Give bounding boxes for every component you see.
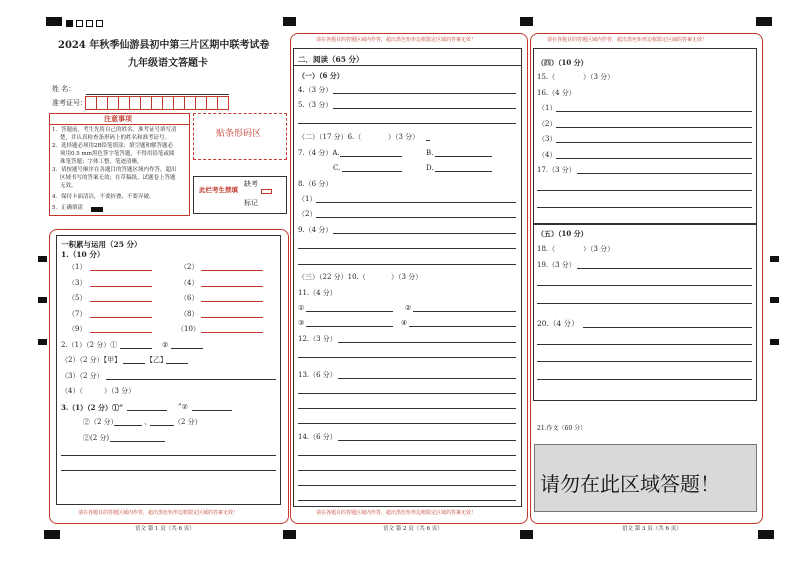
answer-line[interactable]	[316, 202, 516, 203]
answer-line[interactable]	[61, 455, 276, 456]
registration-mark	[520, 17, 533, 26]
q1-blank-label: （8）	[180, 310, 199, 318]
q2-4-label-b: ）（3 分）	[104, 387, 136, 395]
answer-line[interactable]	[537, 190, 752, 191]
q1-blank-label: （9）	[68, 325, 87, 333]
q18-label-b: ）（3 分）	[583, 245, 615, 253]
page-footer: 语文 第 3 页（共 6 页）	[622, 526, 682, 532]
registration-mark	[46, 17, 62, 26]
q1-blank-label: （2）	[180, 263, 199, 271]
q1-blank[interactable]	[90, 286, 152, 287]
q8-1-label: （1）	[298, 195, 317, 203]
registration-mark	[770, 339, 779, 345]
q8-2-label: （2）	[298, 210, 317, 218]
answer-line[interactable]	[556, 127, 752, 128]
q1-blank-label: （7）	[68, 310, 87, 318]
answer-line[interactable]	[409, 326, 516, 327]
q7-b-label: B.	[426, 149, 434, 157]
q1-blank[interactable]	[201, 270, 263, 271]
absent-checkbox[interactable]	[261, 189, 272, 194]
q1-blank[interactable]	[201, 332, 263, 333]
no-answer-text: 请勿在此区域答题！	[540, 472, 720, 496]
q3-2-blank[interactable]	[114, 425, 142, 426]
section3-sub5: （五）（10 分）	[537, 229, 588, 238]
q11-circ-label: ②	[405, 304, 412, 312]
answer-line[interactable]	[426, 140, 430, 141]
q2-1-blank[interactable]	[120, 348, 152, 349]
answer-line[interactable]	[298, 123, 516, 124]
answer-line[interactable]	[298, 393, 516, 394]
q2-2-blank[interactable]	[123, 363, 145, 364]
q2-2-label-b: 【乙】	[146, 356, 167, 364]
q11-circ-label: ④	[401, 319, 408, 327]
registration-mark	[38, 256, 47, 262]
section2-title: 二．阅读（65 分）	[298, 55, 364, 64]
answer-line[interactable]	[537, 207, 752, 208]
notice-line: 区域书写的答案无效；在草稿纸、试题卷上答题	[60, 175, 176, 181]
absent-mark: 标记	[244, 199, 258, 207]
answer-line[interactable]	[298, 485, 516, 486]
q16-item-label: （3）	[538, 135, 557, 143]
q1-blank-label: （10）	[177, 325, 200, 333]
q2-2-blank[interactable]	[166, 363, 188, 364]
registration-mark	[44, 530, 60, 539]
answer-line[interactable]	[333, 93, 516, 94]
answer-line[interactable]	[556, 111, 752, 112]
registration-mark	[283, 17, 296, 26]
notice-line: 无效。	[60, 183, 77, 189]
notice-line: 2．选择题必须用2B铅笔填涂；填空题和解答题必	[52, 143, 174, 149]
ticket-label: 准考证号：	[52, 99, 87, 107]
q18-label: 18.（	[537, 245, 556, 253]
q4-label: 4.（3 分）	[298, 86, 333, 94]
q13-label: 13.（6 分）	[298, 371, 337, 379]
q16-item-label: （2）	[538, 120, 557, 128]
q2-1-blank[interactable]	[171, 348, 203, 349]
panel-note: 请在各题目的答题区域内作答，超出黑色矩形边框限定区域的答案无效！	[316, 510, 477, 516]
answer-line[interactable]	[333, 108, 516, 109]
q2-4-label: （4）（	[61, 387, 83, 395]
answer-line[interactable]	[298, 408, 516, 409]
q10-label: （三）（22 分）10.（	[298, 273, 366, 281]
section3-sub4: （四）（10 分）	[537, 58, 588, 67]
q2-1-label-b: ②	[162, 341, 169, 349]
q1-blank[interactable]	[201, 317, 263, 318]
answer-line[interactable]	[61, 470, 276, 471]
answer-line[interactable]	[298, 264, 516, 265]
page-footer: 语文 第 2 页（共 6 页）	[383, 526, 443, 532]
answer-line[interactable]	[338, 342, 516, 343]
registration-mark	[758, 530, 774, 539]
q11-circ-label: ①	[298, 304, 305, 312]
q1-blank[interactable]	[90, 317, 152, 318]
notice-line: 4．保持卡面清洁，不要折叠、不要弄破。	[52, 194, 155, 200]
registration-mark	[38, 339, 47, 345]
page-footer: 语文 第 1 页（共 6 页）	[135, 526, 195, 532]
q1-blank[interactable]	[90, 301, 152, 302]
q1-blank-label: （1）	[68, 263, 87, 271]
answer-line[interactable]	[338, 378, 516, 379]
q21-label: 21.作文（60 分）	[537, 425, 587, 432]
q1-label: 1.（10 分）	[61, 250, 105, 259]
page-indicator-box	[76, 20, 83, 27]
notice-line: 3．请按题号顺序在各题目的答题区域内作答，超出	[52, 167, 177, 173]
q3-2-sep: 、	[144, 418, 151, 426]
registration-mark	[283, 530, 296, 539]
registration-mark	[38, 297, 47, 303]
name-label: 姓 名：	[52, 85, 76, 93]
q1-blank-label: （6）	[180, 294, 199, 302]
q9-label: 9.（4 分）	[298, 226, 333, 234]
answer-line[interactable]	[537, 303, 752, 304]
section3-box	[533, 48, 757, 224]
q7-d-blank[interactable]	[435, 171, 492, 172]
q7-c-label: C.	[333, 164, 341, 172]
registration-mark	[770, 256, 779, 262]
fill-sample-mark	[91, 207, 103, 212]
q15-label: 15.（	[537, 73, 556, 81]
q5-label: 5.（3 分）	[298, 101, 333, 109]
q1-blank-label: （5）	[68, 294, 87, 302]
q11-circ-label: ③	[298, 319, 305, 327]
q16-item-label: （1）	[538, 104, 557, 112]
barcode-label: 贴条形码区	[216, 129, 262, 139]
section2-sub1: （一）（6 分）	[298, 71, 344, 80]
answer-line[interactable]	[537, 361, 752, 362]
registration-mark	[520, 530, 533, 539]
page-indicator-box	[86, 20, 93, 27]
notice-line: 珠笔答题；字体工整、笔迹清晰。	[60, 159, 143, 165]
q1-blank-label: （4）	[180, 279, 199, 287]
answer-sheet-subtitle: 九年级语文答题卡	[128, 58, 208, 69]
answer-line[interactable]	[338, 440, 516, 441]
notice-line: 楚，并认真检查条形码上的姓名和准考证号。	[60, 135, 171, 141]
registration-mark	[770, 297, 779, 303]
page-indicator-box	[66, 20, 73, 27]
panel-note: 请在各题目的答题区域内作答，超出黑色矩形边框限定区域的答案无效！	[547, 37, 708, 43]
page-indicator-box	[96, 20, 103, 27]
answer-line[interactable]	[298, 423, 516, 424]
answer-line[interactable]	[413, 311, 516, 312]
q7-label: 7.（4 分）A.	[298, 149, 340, 157]
exam-title: 2024 年秋季仙游县初中第三片区期中联考试卷	[58, 40, 270, 51]
answer-line[interactable]	[316, 217, 516, 218]
q3-1-blank[interactable]	[127, 410, 167, 411]
q1-blank[interactable]	[90, 332, 152, 333]
q7-b-blank[interactable]	[435, 156, 492, 157]
answer-line[interactable]	[556, 142, 752, 143]
q14-label: 14.（6 分）	[298, 433, 337, 441]
answer-line[interactable]	[577, 268, 752, 269]
section3-box-2	[533, 224, 757, 401]
section1-box	[56, 235, 281, 505]
q3-1-label: 3.（1）（2 分）①“	[61, 403, 124, 412]
absent-status: 缺考	[244, 180, 258, 188]
answer-line[interactable]	[537, 379, 752, 380]
absent-box	[193, 176, 287, 214]
notice-line: 1．答题前，考生先将自己的姓名、准考证号填写清	[52, 127, 177, 133]
answer-line[interactable]	[306, 311, 393, 312]
q2-3-answer-line[interactable]	[106, 379, 276, 380]
section1-title: 一积累与运用（25 分）	[61, 240, 142, 249]
q8-label: 8.（6 分）	[298, 180, 333, 188]
q1-blank[interactable]	[201, 301, 263, 302]
q3-2-label: ②（2 分）	[83, 418, 118, 426]
q2-3-label: （3）（2 分）	[61, 372, 104, 380]
notice-title: 注意事项	[104, 114, 132, 123]
absent-warning: 此栏考生禁填	[199, 186, 238, 194]
answer-line[interactable]	[298, 500, 516, 501]
answer-line[interactable]	[298, 455, 516, 456]
q3-2-score: （2 分）	[174, 418, 202, 426]
answer-line[interactable]	[298, 470, 516, 471]
answer-line[interactable]	[583, 327, 752, 328]
registration-mark	[756, 17, 772, 26]
q15-label-b: ）（3 分）	[583, 73, 615, 81]
answer-line[interactable]	[537, 344, 752, 345]
q3-2-blank[interactable]	[150, 425, 174, 426]
q17-label: 17.（3 分）	[537, 166, 576, 174]
q11-label: 11.（4 分）	[298, 289, 337, 297]
answer-line[interactable]	[306, 326, 393, 327]
ticket-number-grid[interactable]	[85, 96, 229, 110]
q2-2-label: （2）（2 分）【甲】	[61, 356, 122, 364]
q1-blank[interactable]	[201, 286, 263, 287]
q16-item-label: （4）	[538, 151, 557, 159]
notice-line: 5．正确填涂	[52, 205, 83, 211]
q1-blank-label: （3）	[68, 279, 87, 287]
q3-1-blank[interactable]	[192, 410, 232, 411]
answer-line[interactable]	[556, 158, 752, 159]
q3-3-label: ②(2 分)	[83, 434, 110, 442]
q16-label: 16.（4 分）	[537, 89, 576, 97]
q19-label: 19.（3 分）	[537, 261, 576, 269]
answer-line[interactable]	[577, 173, 752, 174]
answer-line[interactable]	[298, 248, 516, 249]
q2-1-label: 2.（1）（2 分）①	[61, 341, 118, 349]
panel-note: 请在各题目的答题区域内作答，超出黑色矩形边框限定区域的答案无效！	[78, 510, 239, 516]
q7-c-blank[interactable]	[342, 171, 402, 172]
answer-line[interactable]	[333, 233, 516, 234]
q6-label-b: ）（3 分）	[388, 133, 420, 141]
notice-line: 须用0.5 mm黑色签字笔答题，不得用铅笔或圆	[60, 151, 175, 157]
q7-d-label: D.	[426, 164, 434, 172]
q10-label-b: ）（3 分）	[391, 273, 423, 281]
panel-note: 请在各题目的答题区域内作答，超出黑色矩形边框限定区域的答案无效！	[316, 37, 477, 43]
answer-line[interactable]	[298, 357, 516, 358]
q3-3-blank[interactable]	[110, 441, 165, 442]
name-field[interactable]	[86, 94, 229, 95]
q1-blank[interactable]	[90, 270, 152, 271]
q20-label: 20.（4 分）	[537, 319, 579, 328]
q3-1-label-b: ”②	[178, 403, 188, 411]
q12-label: 12.（3 分）	[298, 335, 337, 343]
q6-label: （二）（17 分）6.（	[298, 133, 362, 141]
answer-line[interactable]	[537, 285, 752, 286]
q7-a-blank[interactable]	[340, 156, 402, 157]
